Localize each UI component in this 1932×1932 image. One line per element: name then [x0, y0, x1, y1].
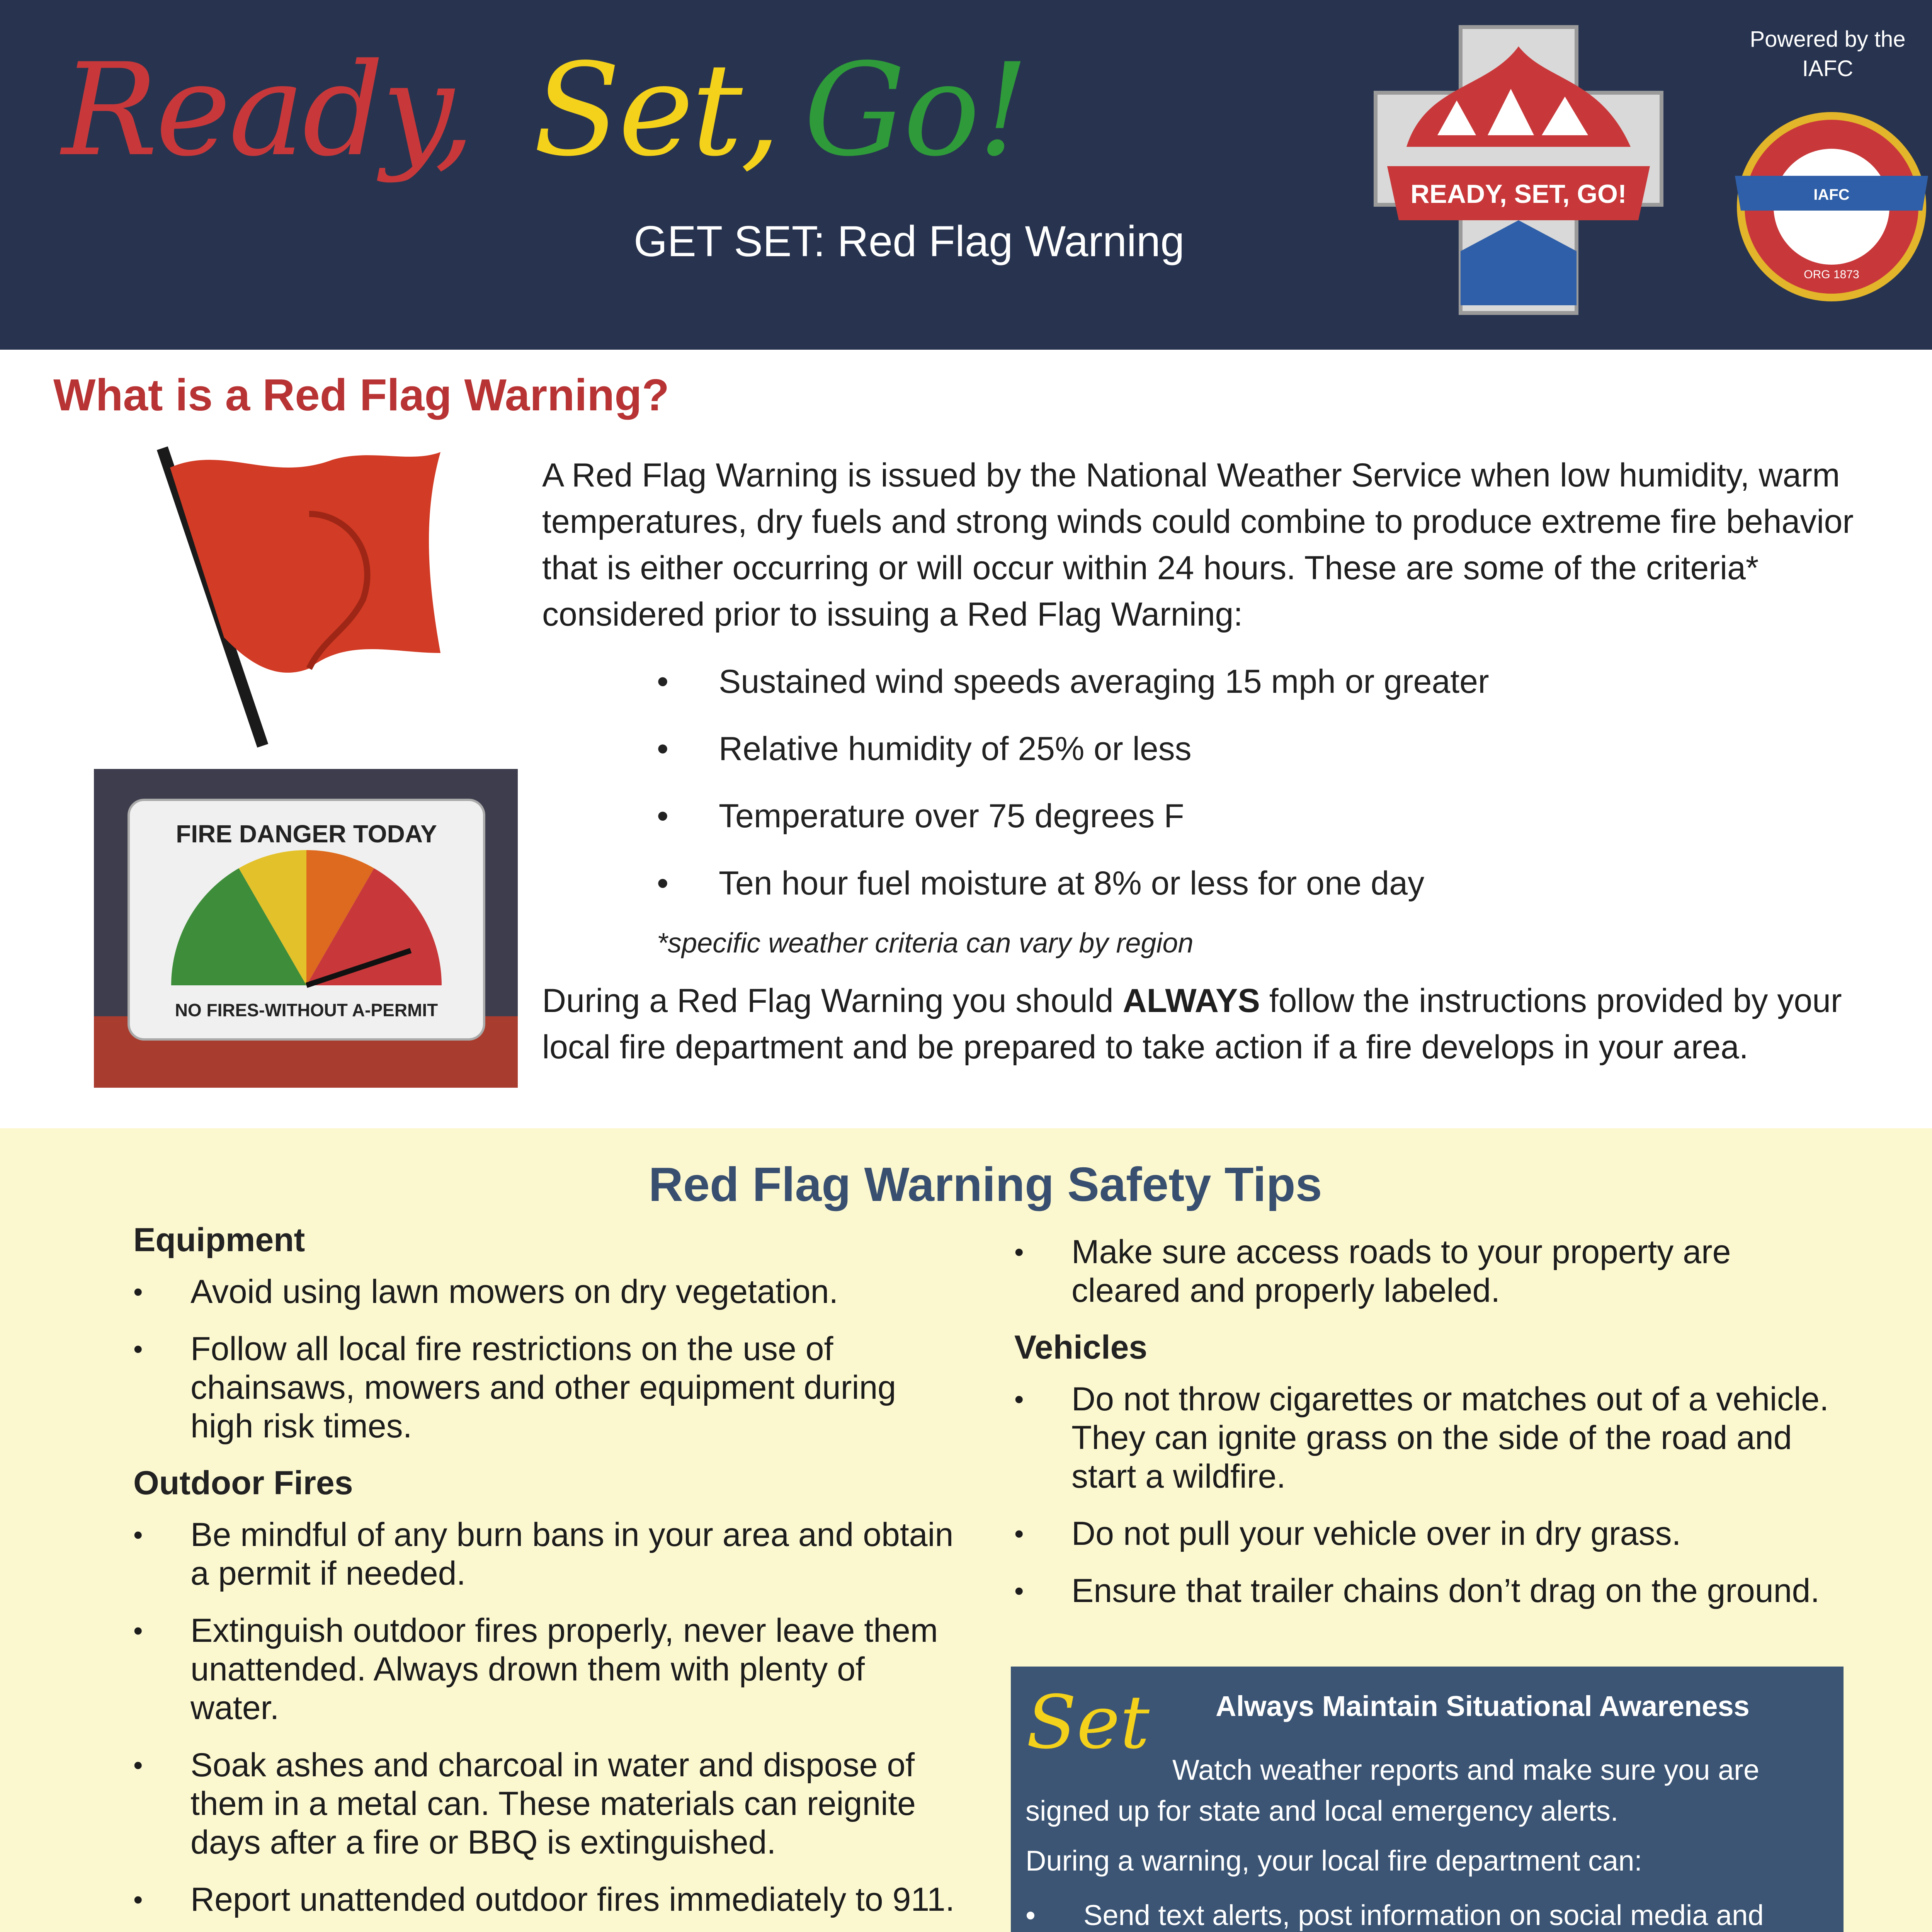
powered-by-text: Powered by the IAFC: [1750, 27, 1906, 81]
tips-equipment: [133, 1221, 956, 1446]
page-subtitle: GET SET: Red Flag Warning: [634, 217, 1185, 265]
title-go: Go!: [804, 36, 1027, 184]
tips-left-column: [133, 1221, 956, 1932]
iafc-seal-logo: [1727, 95, 1932, 334]
tips-vehicles-heading: Vehicles: [1014, 1329, 1148, 1366]
badge-text: READY, SET, GO!: [1410, 179, 1627, 209]
fire-danger-sign-photo: [94, 769, 518, 1088]
title-ready: Ready,: [62, 36, 473, 184]
intro-paragraph: A Red Flag Warning is issued by the National Weather Service when low humidity, warm temperatures, dry fuels and strong winds could combine to produce extreme fire behavior that is either occurring or will occur within 24 hours. These are some of the criteria* considered prior to issuing a Red Flag Warning:: [542, 457, 1854, 633]
iafc-seal-abbr: IAFC: [1813, 186, 1850, 203]
safety-tips-heading: Red Flag Warning Safety Tips: [648, 1158, 1322, 1211]
set-box-list: [1026, 1898, 1833, 1932]
during-text-emphasis: ALWAYS: [1122, 982, 1260, 1019]
criteria-item: • Ten hour fuel moisture at 8% or less for one day: [657, 864, 1816, 932]
tip-item: • Avoid using lawn mowers on dry vegetation.: [133, 1272, 956, 1311]
tips-outdoor-fires: [133, 1464, 956, 1919]
criteria-list: [657, 663, 1816, 932]
tip-item: • Soak ashes and charcoal in water and dispose of them in a metal can. These materials can reignite days after a fire or BBQ is extinguished.: [133, 1746, 956, 1862]
during-warning-paragraph: [542, 978, 1875, 1070]
tip-item: • Follow all local fire restrictions on the use of chainsaws, mowers and other equipment during high risk times.: [133, 1330, 956, 1446]
criteria-footnote: *specific weather criteria can vary by region: [657, 928, 1194, 959]
tips-property-continued: [1014, 1233, 1837, 1310]
sign-footer: NO FIRES-WITHOUT A-PERMIT: [175, 1000, 438, 1020]
tip-item: • Do not pull your vehicle over in dry grass.: [1014, 1514, 1837, 1553]
criteria-item: • Sustained wind speeds averaging 15 mph or greater: [657, 663, 1816, 730]
title-set: Set,: [533, 36, 779, 184]
criteria-item: • Temperature over 75 degrees F: [657, 797, 1816, 864]
sign-title: FIRE DANGER TODAY: [176, 820, 437, 848]
situational-awareness-box: [1011, 1667, 1844, 1932]
tips-vehicles: [1014, 1328, 1837, 1610]
iafc-seal-year: ORG 1873: [1804, 268, 1859, 281]
tips-right-column: [1014, 1233, 1837, 1629]
set-logo-text: Set: [1026, 1680, 1150, 1765]
section-heading: What is a Red Flag Warning?: [53, 370, 669, 420]
during-text-post: follow the instructions provided by your local fire department and be prepared to take action if a fire develops in your area.: [542, 982, 1842, 1066]
during-text-pre: During a Red Flag Warning you should: [542, 982, 1123, 1019]
tip-item: • Do not throw cigarettes or matches out of a vehicle. They can ignite grass on the side of the road and start a wildfire.: [1014, 1380, 1837, 1496]
tip-item: • Extinguish outdoor fires properly, never leave them unattended. Always drown them with plenty of water.: [133, 1611, 956, 1727]
tip-item: • Report unattended outdoor fires immediately to 911.: [133, 1880, 956, 1919]
tip-item: • Be mindful of any burn bans in your area and obtain a permit if needed.: [133, 1515, 956, 1593]
tip-item: • Make sure access roads to your property are cleared and properly labeled.: [1014, 1233, 1837, 1310]
tip-item: • Ensure that trailer chains don’t drag on the ground.: [1014, 1571, 1837, 1610]
ready-set-go-badge-logo: [1360, 19, 1677, 328]
criteria-item: • Relative humidity of 25% or less: [657, 730, 1816, 797]
set-box-during: During a warning, your local fire department can:: [1026, 1845, 1642, 1877]
tips-equipment-heading: Equipment: [133, 1221, 305, 1259]
set-box-title: Always Maintain Situational Awareness: [1216, 1690, 1750, 1722]
set-box-item: • Send text alerts, post information on social media and: [1026, 1898, 1833, 1932]
set-box-intro: Watch weather reports and make sure you are signed up for state and local emergency alerts.: [1026, 1754, 1760, 1827]
tips-outdoor-fires-heading: Outdoor Fires: [133, 1464, 353, 1502]
red-flag-illustration: [147, 437, 456, 757]
